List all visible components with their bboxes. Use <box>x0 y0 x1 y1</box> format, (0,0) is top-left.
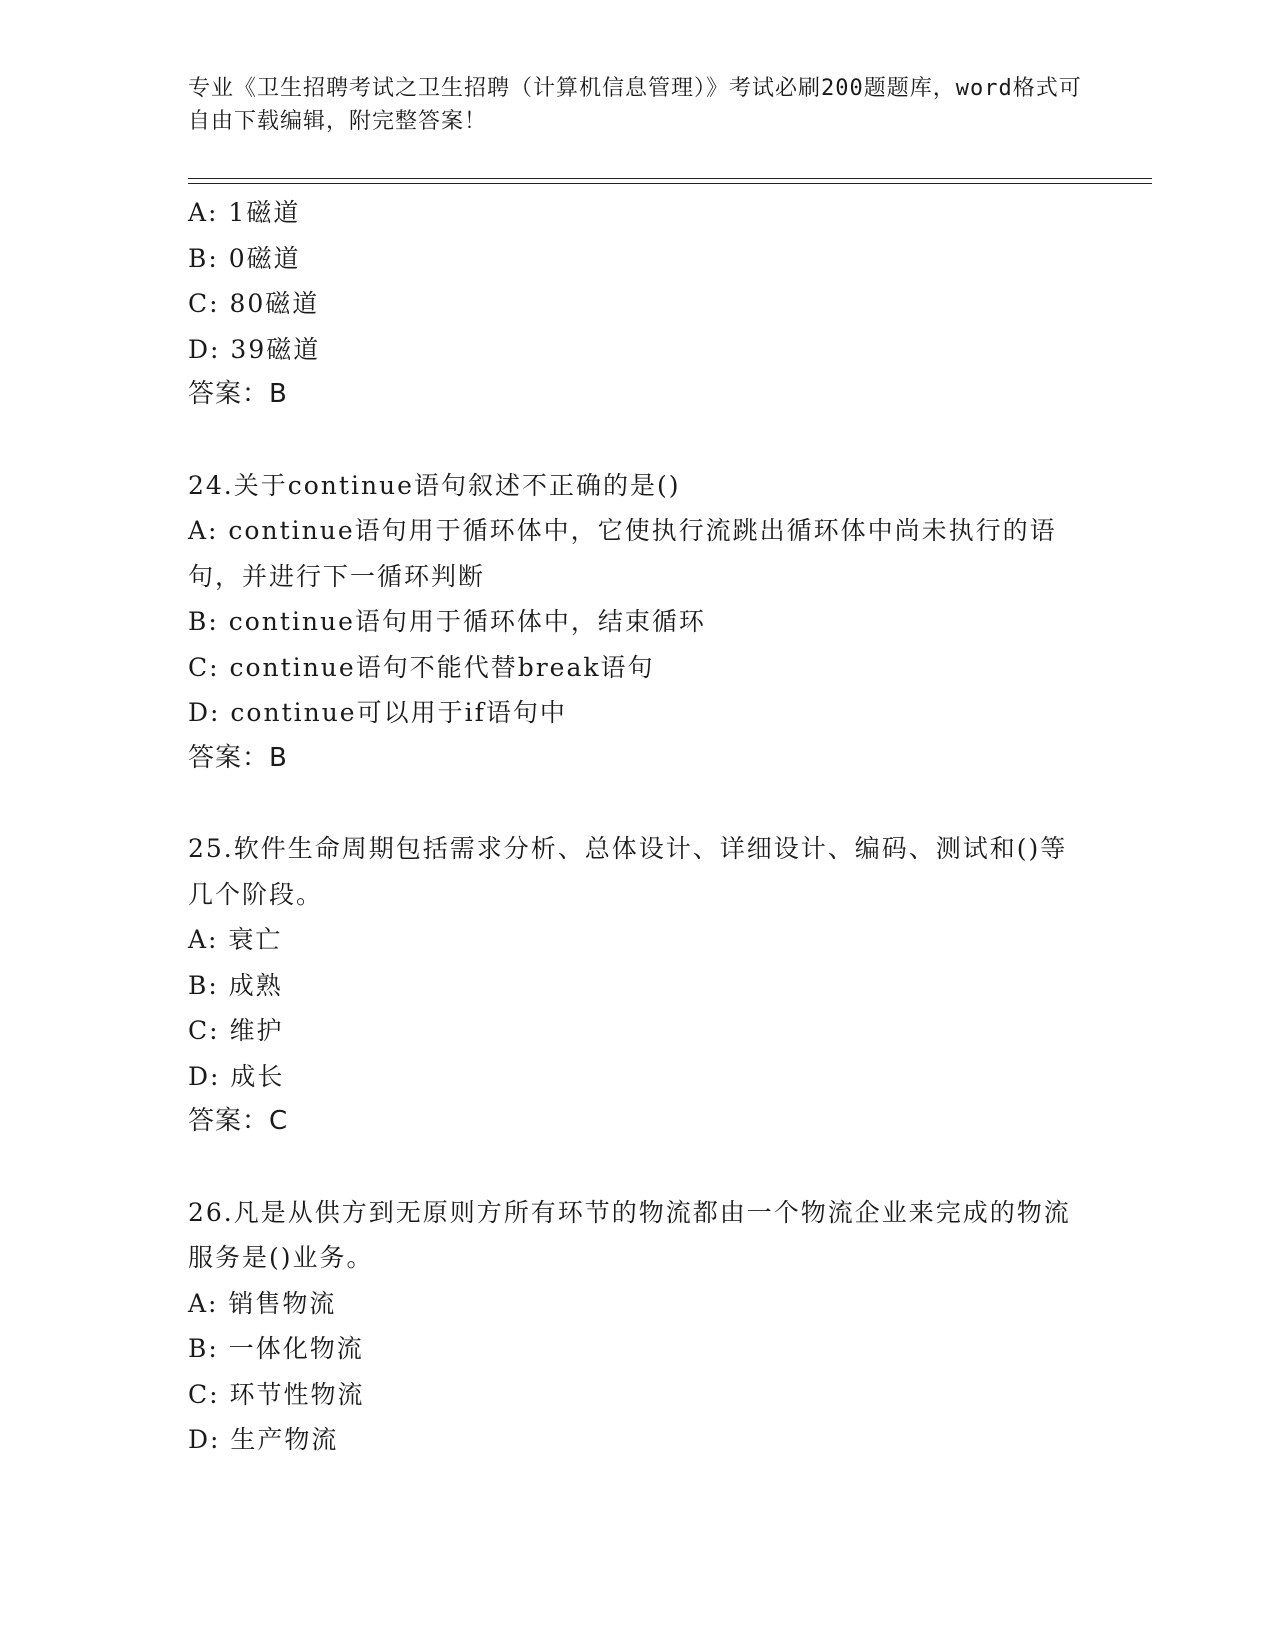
option-c: C: 环节性物流 <box>188 1379 365 1409</box>
option-a: A: 衰亡 <box>188 925 283 954</box>
option-c: C: continue语句不能代替break语句 <box>188 652 655 682</box>
header-rule-bottom <box>188 183 1152 184</box>
answer: 答案：B <box>188 379 288 409</box>
answer: 答案：C <box>188 1106 289 1136</box>
question-24 <box>188 463 1088 782</box>
answer: 答案：B <box>188 742 288 773</box>
option-b: B: 成熟 <box>188 970 283 1000</box>
option-d: D: 生产物流 <box>188 1425 339 1454</box>
question-text: 25.软件生命周期包括需求分析、总体设计、详细设计、编码、测试和()等几个阶段。 <box>188 834 1068 909</box>
option-b: B: 一体化物流 <box>188 1334 364 1363</box>
header-rule-top <box>188 178 1152 179</box>
option-d: D: 39磁道 <box>188 334 321 364</box>
document-body <box>188 190 1088 1463</box>
question-text: 24.关于continue语句叙述不正确的是() <box>188 470 681 500</box>
option-a: A: continue语句用于循环体中，它使执行流跳出循环体中尚未执行的语句，并进行下一循环判断 <box>188 516 1057 591</box>
option-d: D: 成长 <box>188 1061 285 1091</box>
page-header: 专业《卫生招聘考试之卫生招聘（计算机信息管理）》考试必刷200题题库，word格式可自由下载编辑，附完整答案！ <box>188 76 1082 134</box>
option-a: A: 销售物流 <box>188 1288 337 1318</box>
question-text: 26.凡是从供方到无原则方所有环节的物流都由一个物流企业来完成的物流服务是()业务。 <box>188 1197 1071 1272</box>
option-c: C: 80磁道 <box>188 289 320 318</box>
question-25 <box>188 826 1088 1145</box>
option-c: C: 维护 <box>188 1016 284 1045</box>
option-d: D: continue可以用于if语句中 <box>188 698 567 727</box>
question-26 <box>188 1190 1088 1463</box>
option-b: B: 0磁道 <box>188 243 301 273</box>
option-b: B: continue语句用于循环体中，结束循环 <box>188 607 706 636</box>
question-23-continued <box>188 190 1088 418</box>
option-a: A: 1磁道 <box>188 198 301 227</box>
